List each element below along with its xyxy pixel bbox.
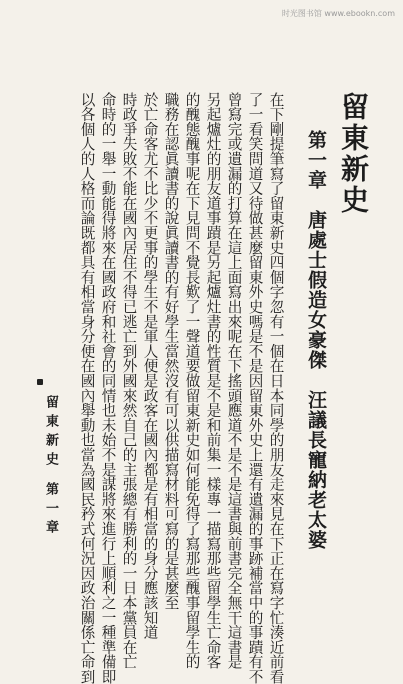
body-column: 以各個人的人格而論既都具有相當身分便在國內舉動也當為國民矜式何況因政治關係亡命到 [78, 92, 96, 684]
body-column: 時政爭失敗不能在國內居住不得已逃亡到外國來然自己的主張總有勝利的一日本黨員在亡 [120, 92, 138, 670]
body-column: 在下剛提筆寫了留東新史四個字忽有一個在日本同學的朋友走來見在下正在寫字忙湊近前看 [267, 92, 285, 684]
footer-chapter-label: 第一章 [43, 482, 58, 539]
body-column: 於亡命客尤不比少不更事的學生不是軍人便是政客在國內都是有相當的身分應該知道 [141, 92, 159, 640]
book-title: 留東新史 [337, 92, 370, 216]
body-column: 職務在認眞讀書的說眞讀書的有好學生當然沒有可以供描寫材料可寫的是甚麼至 [162, 92, 180, 610]
body-column: 曾寫完或遺漏的打算在這上面寫出來呢在下搖頭應道不是不是這書與前書完全無干這書是 [225, 92, 243, 670]
footer-book-title: 留東新史 [43, 395, 58, 471]
body-column: 命時的一舉一動能得將來在國政府和社會的同情也未始不是謀將來進行上順利之一種準備即 [99, 92, 117, 684]
chapter-heading: 第一章 唐處士假造女豪傑 汪議長寵納老太婆 [305, 130, 327, 550]
page-marker-icon [37, 379, 43, 385]
body-column: 了一看笑問道又待做甚麼留東外史嗎是不是因留東外史上還有遺漏的事跡補當中的事蹟有不 [246, 92, 264, 684]
watermark: 时光图书馆 www.ebookn.com [281, 9, 395, 18]
body-column: 另起爐灶的朋友道事蹟是另起爐灶書的性質是不是和前集一樣專一描寫那些留學生亡命客 [204, 92, 222, 670]
body-column: 的醜態醜事呢在下見問不覺長歎了一聲道要做留東新史如何能免得了寫那些醜事留學生的 [183, 92, 201, 670]
